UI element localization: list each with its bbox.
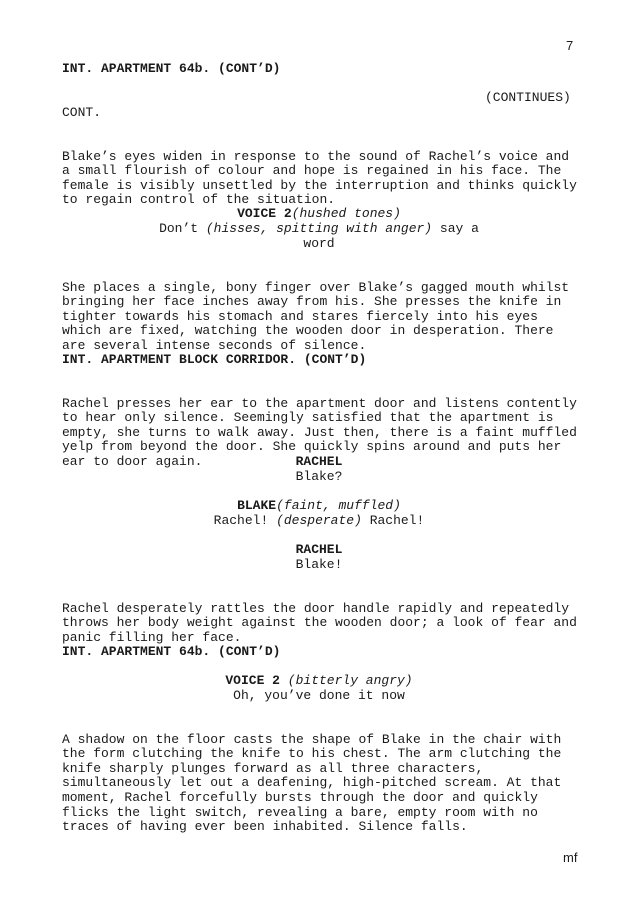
action-line: yelp from beyond the door. She quickly spins around and puts her	[62, 439, 562, 455]
dialogue-1-line-2: word	[303, 236, 335, 251]
dialogue-5-line: Oh, you’ve done it now	[233, 688, 405, 703]
action-line: She places a single, bony finger over Blake’s gagged mouth whilst	[62, 279, 570, 295]
action-line: the form clutching the knife to his chest. The arm clutching the	[62, 746, 562, 762]
action-line: are several intense seconds of silence.	[62, 337, 367, 353]
dialogue-2-character: RACHEL	[295, 454, 343, 469]
action-paragraph-5	[62, 718, 561, 849]
dialogue-4-character: RACHEL	[295, 542, 343, 557]
action-line: Rachel presses her ear to the apartment door and listens contently	[62, 395, 577, 411]
continues-marker: (CONTINUES)	[485, 90, 571, 105]
action-line: flicks the light switch, revealing a bare, empty room with no	[62, 804, 538, 820]
dialogue-3-character-line	[0, 499, 638, 514]
scene-heading-1: INT. APARTMENT 64b. (CONT’D)	[62, 61, 281, 76]
parenthetical: (desperate)	[276, 513, 362, 528]
parenthetical: (faint, muffled)	[276, 498, 401, 513]
dialogue-text: Rachel!	[361, 513, 425, 528]
character-name: VOICE 2	[225, 673, 280, 688]
action-line: moment, Rachel forcefully bursts through the door and quickly	[62, 789, 538, 805]
action-line: A shadow on the floor casts the shape of Blake in the chair with	[62, 731, 562, 747]
action-line: female is visibly unsettled by the interruption and thinks quickly	[62, 177, 577, 193]
page-number: 7	[566, 38, 574, 53]
action-line: which are fixed, watching the wooden door in desperation. There	[62, 323, 554, 339]
dialogue-5-character-line	[0, 674, 638, 689]
action-line: bringing her face inches away from his. She presses the knife in	[62, 294, 562, 310]
parenthetical: (hushed tones)	[291, 206, 401, 221]
action-line: knife sharply plunges forward as all three characters,	[62, 760, 484, 776]
dialogue-text: say a	[432, 221, 479, 236]
action-line: a small flourish of colour and hope is regained in his face. The	[62, 163, 562, 179]
action-line: tighter towards his stomach and stares fiercely into his eyes	[62, 308, 538, 324]
scene-heading-2: INT. APARTMENT BLOCK CORRIDOR. (CONT’D)	[62, 352, 367, 367]
cont-marker: CONT.	[62, 105, 102, 120]
character-name: BLAKE	[237, 498, 277, 513]
action-line: empty, she turns to walk away. Just then, there is a faint muffled	[62, 424, 577, 440]
action-line: to hear only silence. Seemingly satisfied that the apartment is	[62, 410, 554, 426]
action-line: panic filling her face.	[62, 629, 242, 645]
dialogue-2-line: Blake?	[295, 469, 343, 484]
dialogue-text: Rachel!	[213, 513, 277, 528]
action-line: simultaneously let out a deafening, high-pitched scream. At that	[62, 775, 562, 791]
dialogue-4-line: Blake!	[295, 557, 343, 572]
dialogue-1-character-line	[0, 207, 638, 222]
dialogue-1-line-1	[0, 222, 638, 237]
action-line: ear to door again.	[62, 453, 203, 469]
dialogue-3-line	[0, 514, 638, 529]
action-line: Blake’s eyes widen in response to the sound of Rachel’s voice and	[62, 148, 570, 164]
action-line: Rachel desperately rattles the door handle rapidly and repeatedly	[62, 600, 570, 616]
action-line: to regain control of the situation.	[62, 192, 336, 208]
character-name: VOICE 2	[237, 206, 292, 221]
parenthetical: (hisses, spitting with anger)	[205, 221, 433, 236]
action-line: traces of having ever been inhabited. Silence falls.	[62, 819, 468, 835]
parenthetical: (bitterly angry)	[279, 673, 413, 688]
action-line: throws her body weight against the wooden door; a look of fear and	[62, 615, 577, 631]
scene-heading-3: INT. APARTMENT 64b. (CONT’D)	[62, 644, 281, 659]
footer-initials: mf	[563, 850, 578, 865]
dialogue-text: Don’t	[159, 221, 206, 236]
